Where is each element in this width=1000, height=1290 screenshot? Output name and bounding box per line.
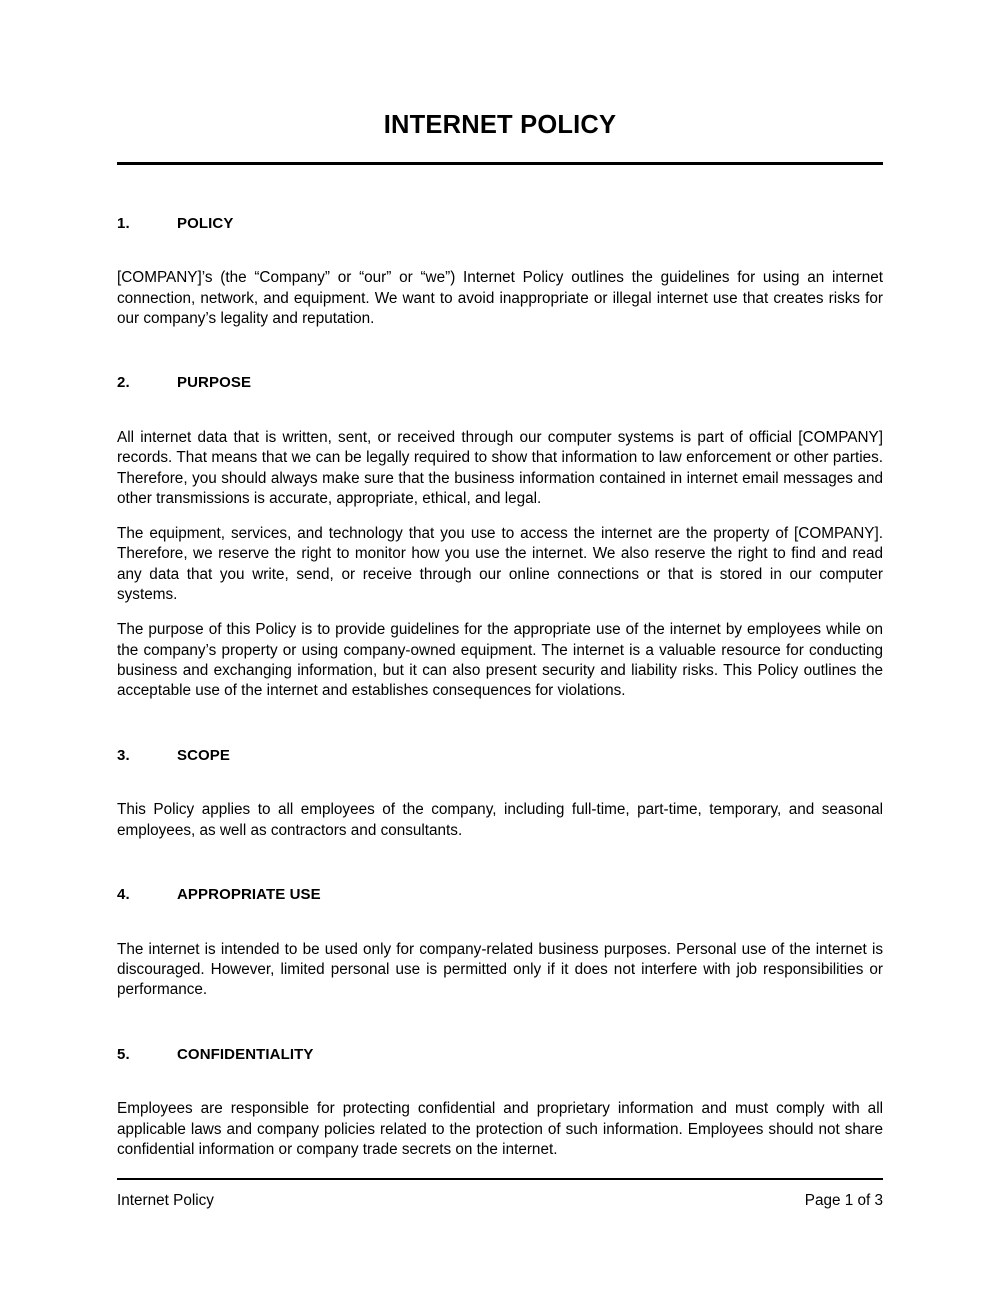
footer-page-number: Page 1 of 3 <box>804 1192 883 1209</box>
section-number: 2. <box>117 374 130 392</box>
paragraph: This Policy applies to all employees of the company, including full-time, part-time, temporary, and seasonal employees, as well as contractors and consultants. <box>117 801 883 839</box>
section-label: APPROPRIATE USE <box>177 885 321 903</box>
section-heading <box>117 886 883 905</box>
section-purpose <box>117 374 883 701</box>
spacer <box>117 233 883 268</box>
section-number: 3. <box>117 746 130 764</box>
paragraph: Employees are responsible for protecting confidential and proprietary information and must comply with all applicable laws and company policies related to the protection of such information. Employees should not share confidential information or company trade secrets on the internet. <box>117 1100 883 1158</box>
paragraph: The equipment, services, and technology that you use to access the internet are the property of [COMPANY]. Therefore, we reserve the right to monitor how you use the internet. We also reserve the right to find and read any data that you write, send, or receive through our online connections or that is stored in our computer systems. <box>117 525 883 604</box>
section-number: 5. <box>117 1045 130 1063</box>
section-policy <box>117 215 883 330</box>
paragraph: The internet is intended to be used only for company-related business purposes. Personal use of the internet is discouraged. However, limited personal use is permitted only if it does not interfere with job responsibilities or performance. <box>117 940 883 999</box>
footer-row <box>117 1180 883 1211</box>
section-heading <box>117 374 883 393</box>
section-number: 4. <box>117 885 130 903</box>
spacer <box>117 702 883 747</box>
section-heading <box>117 1046 883 1065</box>
section-number: 1. <box>117 214 130 232</box>
section-label: POLICY <box>177 214 234 232</box>
section-label: CONFIDENTIALITY <box>177 1045 314 1063</box>
spacer <box>117 905 883 940</box>
spacer <box>117 329 883 374</box>
spacer <box>117 393 883 428</box>
spacer <box>117 765 883 800</box>
section-confidentiality <box>117 1046 883 1161</box>
page-footer <box>117 1178 883 1211</box>
section-appropriate-use <box>117 886 883 1001</box>
section-label: SCOPE <box>177 746 231 764</box>
section-heading <box>117 747 883 766</box>
spacer <box>117 841 883 886</box>
document-body <box>117 0 883 1160</box>
paragraph: All internet data that is written, sent, or received through our computer systems is part of official [COMPANY] records. That means that we can be legally required to show that information to law enforcement or other parties. Therefore, you should always make sure that the business information contained in internet email messages and other transmissions is accurate, appropriate, ethical, and legal. <box>117 428 883 507</box>
paragraph: [COMPANY]’s (the “Company” or “our” or “we”) Internet Policy outlines the guidelines for using an internet connection, network, and equipment. We want to avoid inappropriate or illegal internet use that creates risks for our company’s legality and reputation. <box>117 269 883 327</box>
footer-document-name: Internet Policy <box>117 1192 214 1209</box>
spacer <box>117 1064 883 1099</box>
page-title: INTERNET POLICY <box>383 111 617 139</box>
spacer <box>117 165 883 215</box>
section-scope <box>117 747 883 841</box>
spacer <box>117 1001 883 1046</box>
section-heading <box>117 215 883 234</box>
paragraph: The purpose of this Policy is to provide guidelines for the appropriate use of the internet by employees while on the company’s property or using company-owned equipment. The internet is a valuable resource for conducting business and exchanging information, but it can also present security and liability risks. This Policy outlines the acceptable use of the internet and establishes consequences for violations. <box>117 621 883 700</box>
section-label: PURPOSE <box>177 374 252 392</box>
